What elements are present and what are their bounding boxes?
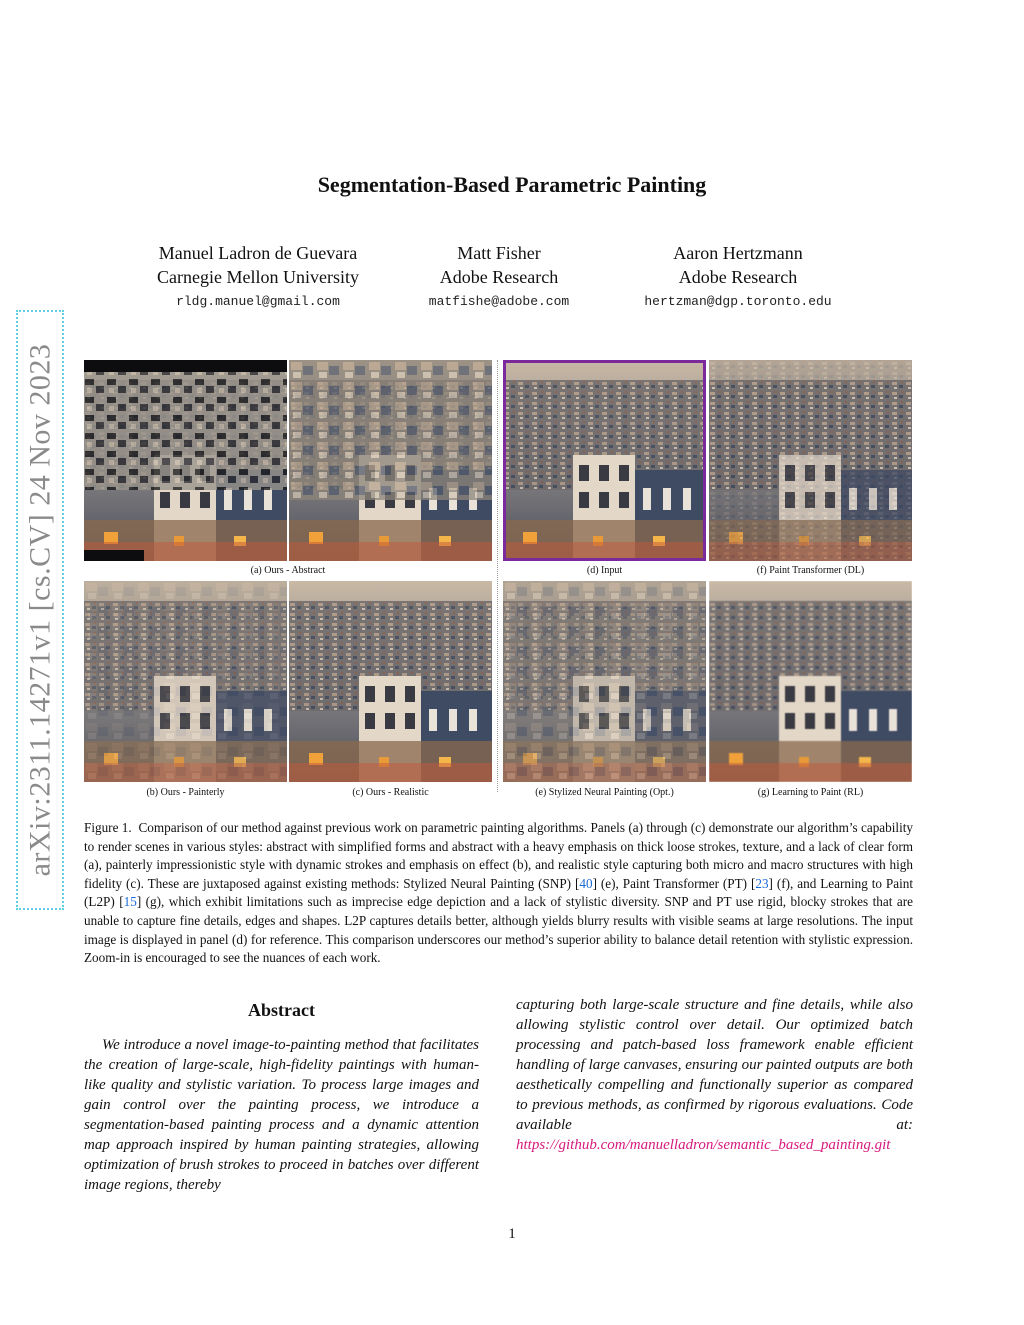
author-name: Aaron Hertzmann: [673, 243, 803, 263]
caption-text: ] (g), which exhibit limitations such as imprecise edge depiction and a lack of stylistic diversity. SNP and PT use rigid, blocky strokes that are unable to capture fine details, edges and shapes. L2P captures details better, although yields blurry results with visible seams at large resolutions. The input image is displayed in panel (d) for reference. This comparison underscores our method’s superior ability to balance detail retention with stylistic expression. Zoom-in is encouraged to see the nuances of each work.: [84, 894, 913, 966]
panel-e-caption: (e) Stylized Neural Painting (Opt.): [535, 787, 674, 798]
panel-f-caption: (f) Paint Transformer (DL): [756, 565, 865, 576]
panel-d-caption: (d) Input: [586, 565, 623, 576]
author-block-1: [118, 241, 398, 309]
author-affiliation: Adobe Research: [439, 267, 559, 287]
author-affiliation: Adobe Research: [678, 267, 798, 287]
author-email: hertzman@dgp.toronto.edu: [644, 294, 832, 309]
author-name: Manuel Ladron de Guevara: [158, 243, 358, 263]
abstract-text-right-body: capturing both large-scale structure and fine details, while also allowing stylistic control over detail. Our optimized batch processing and patch-based loss framework enable efficient handling of large canvases, ensuring our painted outputs are both aesthetically compelling and functionally superior as compared to previous methods, as confirmed by rigorous evaluations. Code available at:: [516, 997, 913, 1133]
page-number: 1: [508, 1226, 516, 1242]
caption-text: Comparison of our method against previous work on parametric painting algorithms. Panels (a) through (c) demonstrate our algorithm’s capability to render scenes in various styles: abstract with simplified forms and abstract with a heavy emphasis on thick loose strokes, texture, and a lack of clear form (a), painterly impressionistic style with dynamic strokes and emphasis on effect (b), and realistic style capturing both micro and macro structures with high fidelity (c). These are juxtaposed against existing methods: Stylized Neural Painting (SNP) [: [84, 820, 914, 891]
author-affiliation: Carnegie Mellon University: [157, 267, 359, 287]
panel-a-caption: (a) Ours - Abstract: [250, 565, 326, 576]
caption-text: ] (e), Paint Transformer (PT) [: [592, 875, 756, 891]
figure-1: [84, 360, 913, 798]
author-block-3: [598, 241, 878, 309]
panel-e-image: [503, 581, 706, 782]
author-email: matfishe@adobe.com: [428, 294, 570, 309]
arxiv-stamp: [16, 310, 64, 910]
figure-caption: [84, 819, 913, 968]
panel-d-image: [503, 360, 706, 561]
panel-a-image: [84, 360, 287, 561]
figure-divider: [497, 360, 498, 792]
figure-caption-label: Figure 1.: [84, 820, 132, 835]
author-block-2: [359, 241, 639, 309]
panel-g-caption: (g) Learning to Paint (RL): [757, 787, 864, 798]
citation-link[interactable]: 15: [123, 894, 137, 910]
paper-title: Segmentation-Based Parametric Painting: [317, 172, 707, 197]
citation-link[interactable]: 40: [579, 875, 593, 891]
abstract-text-right: [516, 995, 913, 1155]
abstract-text-left: We introduce a novel image-to-painting method that facilitates the creation of large-scale, high-fidelity paintings with human-like quality and stylistic variation. To process large images and gain control over the painting process, we introduce a segmentation-based painting process and a dynamic attention map approach inspired by human painting strategies, allowing optimization of brush strokes to proceed in batches over different image regions, thereby: [84, 1037, 479, 1193]
panel-g-image: [709, 581, 912, 782]
panel-f-image: [709, 360, 912, 561]
author-email: rldg.manuel@gmail.com: [176, 294, 340, 309]
author-name: Matt Fisher: [457, 243, 541, 263]
panel-b-image: [84, 581, 287, 782]
abstract-heading: Abstract: [248, 1000, 315, 1020]
arxiv-id: arXiv:2311.14271v1 [cs.CV] 24 Nov 2023: [23, 343, 56, 877]
panel-c-caption: (c) Ours - Realistic: [352, 787, 429, 798]
panel-a-image-2: [289, 360, 492, 561]
code-link[interactable]: https://github.com/manuelladron/semantic_based_painting.git: [516, 1137, 891, 1153]
caption-text: ] (f), and Learning to Paint (L2P) [: [84, 875, 913, 910]
panel-c-image: [289, 581, 492, 782]
panel-b-caption: (b) Ours - Painterly: [146, 787, 225, 798]
citation-link[interactable]: 23: [755, 875, 769, 891]
